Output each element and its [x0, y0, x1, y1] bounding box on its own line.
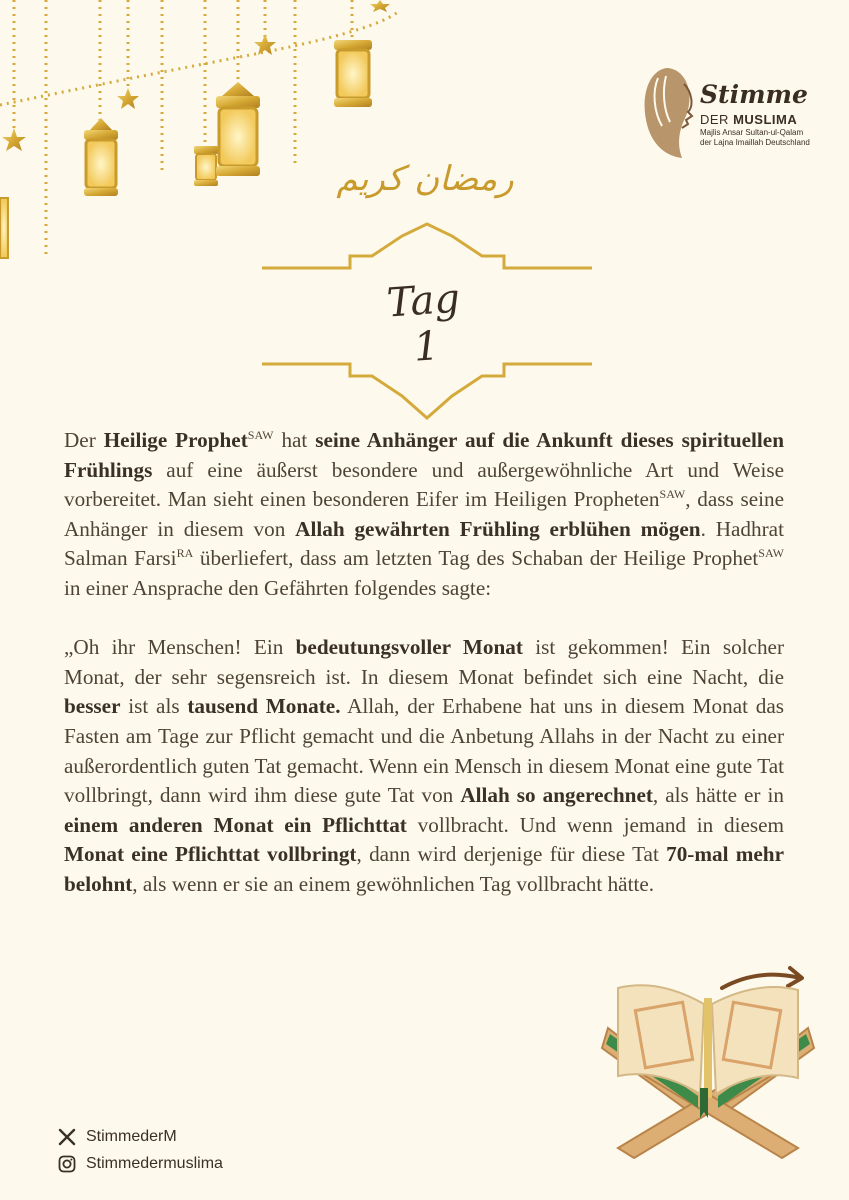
svg-text:رمضان کریم: رمضان کریم — [336, 159, 514, 199]
hadith-quote-paragraph — [64, 633, 784, 899]
body-text: Der — [64, 428, 104, 452]
quran-book-stand-image — [588, 968, 828, 1160]
body-text: ist gekommen! Ein solcher Monat, der sehr segensreich ist. In diesem Monat befindet sich eine Nacht, die — [64, 635, 785, 689]
body-text: , als wenn er sie an einem gewöhnlichen Tag vollbracht hätte. — [132, 871, 655, 896]
x-logo-icon — [58, 1128, 76, 1146]
logo-subtitle: DER MUSLIMA — [700, 112, 798, 127]
honorific-superscript: SAW — [659, 487, 686, 502]
emphasis-text: Allah gewährten Frühling erblühen mögen — [295, 516, 701, 541]
body-text: ist als — [120, 694, 188, 719]
instagram-handle-text: Stimmedermuslima — [86, 1155, 223, 1172]
body-text: , dann wird derjenige für diese Tat — [356, 842, 667, 867]
emphasis-text: tausend Monate. — [187, 694, 341, 719]
body-text: auf eine äußerst besondere und außergewöhnliche Art und Weise vorbereitet. Man sieht einen besonderen Eifer im Heiligen Propheten — [64, 457, 784, 512]
body-text: in einer Ansprache den Gefährten folgendes sagte: — [64, 575, 492, 600]
body-text: , als hätte er in — [652, 783, 784, 808]
emphasis-text: seine Anhänger auf die Ankunft dieses spirituellen Frühlings — [64, 428, 784, 482]
day-title: Tag 1 — [385, 275, 462, 371]
body-text: vollbracht. Und wenn jemand in diesem — [406, 812, 784, 837]
intro-paragraph — [64, 426, 784, 604]
ramadan-kareem-calligraphy — [305, 148, 545, 208]
body-text: . Hadhrat Salman Farsi — [64, 516, 784, 571]
honorific-superscript: SAW — [758, 546, 784, 561]
instagram-icon — [58, 1155, 76, 1173]
honorific-superscript: SAW — [247, 427, 274, 442]
logo-title: Stimme — [700, 80, 808, 109]
emphasis-text: einem anderen Monat ein Pflichttat — [64, 812, 407, 837]
body-text: , dass seine Anhänger in diesem von — [64, 487, 784, 541]
honorific-superscript: RA — [176, 546, 194, 561]
body-text: überliefert, dass am letzten Tag des Schaban der Heilige Prophet — [193, 546, 759, 571]
logo-org-lines: Majlis Ansar Sultan-ul-Qalam der Lajna Imaillah Deutschland — [700, 128, 810, 147]
x-handle[interactable] — [58, 1128, 177, 1146]
emphasis-text: Heilige Prophet — [103, 428, 248, 452]
instagram-handle[interactable] — [58, 1155, 223, 1173]
body-text: Allah, der Erhabene hat uns in diesem Monat das Fasten am Tage zur Pflicht gemacht und die Anbetung Allahs in der Nacht zu einer außerordentlich guten Tat gemacht. Wenn ein Mensch in diesem Monat eine gute Tat vollbringt, dann wird ihm diese gute Tat von — [64, 694, 784, 808]
emphasis-text: bedeutungsvoller Monat — [295, 635, 523, 660]
emphasis-text: 70-mal mehr belohnt — [64, 842, 784, 896]
emphasis-text: Allah so angerechnet — [460, 783, 653, 808]
x-handle-text: StimmederM — [86, 1128, 177, 1145]
body-text: hat — [273, 428, 316, 452]
emphasis-text: besser — [64, 694, 121, 719]
emphasis-text: Monat eine Pflichttat vollbringt — [64, 842, 357, 867]
body-text: „Oh ihr Menschen! Ein — [64, 635, 296, 660]
hadith-text — [64, 426, 784, 900]
